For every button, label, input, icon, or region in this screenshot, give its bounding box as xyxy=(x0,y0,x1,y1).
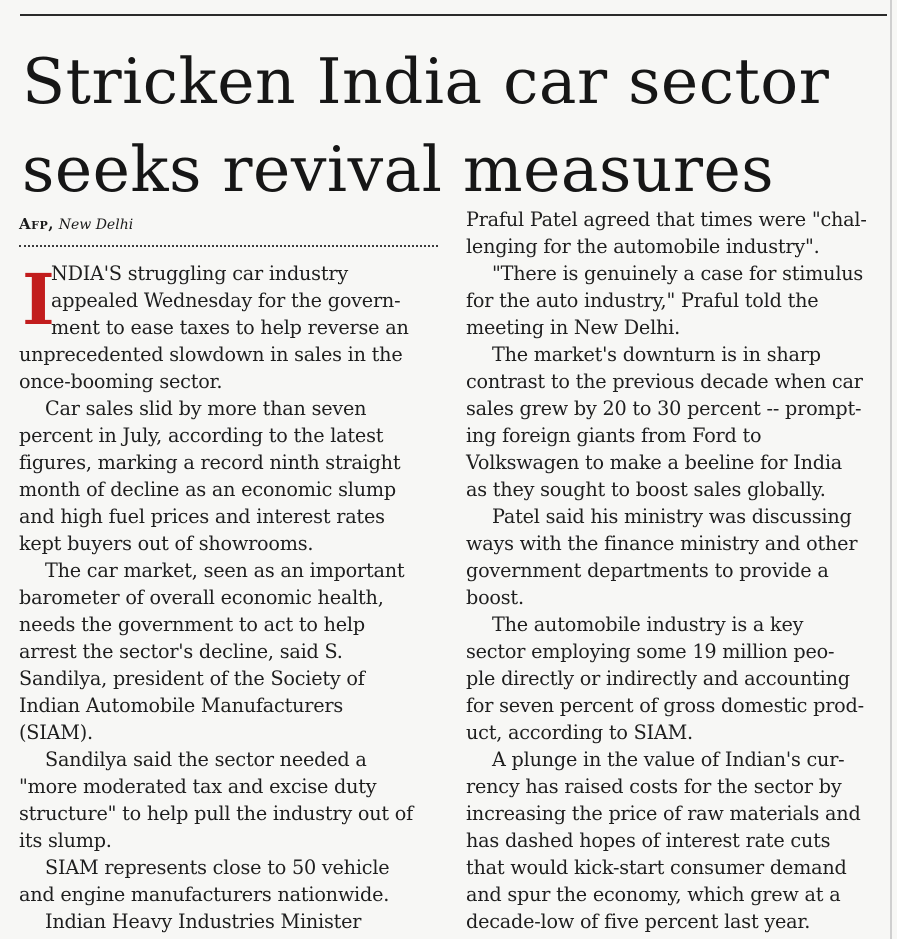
text-line: and engine manufacturers nationwide. xyxy=(19,883,390,906)
text-line: ment to ease taxes to help reverse an xyxy=(51,316,409,339)
byline-place: New Delhi xyxy=(58,217,134,233)
text-line: month of decline as an economic slump xyxy=(19,478,396,501)
text-line: as they sought to boost sales globally. xyxy=(466,478,826,501)
text-line: ple directly or indirectly and accounting xyxy=(466,667,850,690)
text-line: Praful Patel agreed that times were "chal- xyxy=(466,208,867,231)
text-line: has dashed hopes of interest rate cuts xyxy=(466,829,831,852)
headline xyxy=(22,38,892,214)
text-line: decade-low of five percent last year. xyxy=(466,910,811,933)
text-line: Car sales slid by more than seven xyxy=(45,397,367,420)
text-line: kept buyers out of showrooms. xyxy=(19,532,314,555)
headline-line: seeks revival measures xyxy=(22,133,775,206)
text-line: arrest the sector's decline, said S. xyxy=(19,640,343,663)
text-line: sales grew by 20 to 30 percent -- prompt- xyxy=(466,397,862,420)
top-rule xyxy=(20,14,887,16)
text-line: Sandilya said the sector needed a xyxy=(45,748,367,771)
text-line: increasing the price of raw materials and xyxy=(466,802,861,825)
text-line: The automobile industry is a key xyxy=(492,613,804,636)
text-line: (SIAM). xyxy=(19,721,93,744)
text-line: "There is genuinely a case for stimulus xyxy=(492,262,864,285)
text-line: for the auto industry," Praful told the xyxy=(466,289,819,312)
text-line: ways with the finance ministry and other xyxy=(466,532,858,555)
text-line: Volkswagen to make a beeline for India xyxy=(466,451,843,474)
article-column-left xyxy=(19,260,444,935)
text-line: lenging for the automobile industry". xyxy=(466,235,820,258)
text-line: Indian Heavy Industries Minister xyxy=(45,910,362,933)
text-line: The market's downturn is in sharp xyxy=(492,343,821,366)
byline-agency: Afp, xyxy=(19,215,54,233)
dotted-divider xyxy=(19,245,438,247)
article-column-right xyxy=(466,206,886,935)
text-line: that would kick-start consumer demand xyxy=(466,856,847,879)
text-line: and spur the economy, which grew at a xyxy=(466,883,841,906)
text-line: uct, according to SIAM. xyxy=(466,721,693,744)
text-line: SIAM represents close to 50 vehicle xyxy=(45,856,390,879)
text-line: sector employing some 19 million peo- xyxy=(466,640,835,663)
text-line: contrast to the previous decade when car xyxy=(466,370,863,393)
text-line: needs the government to act to help xyxy=(19,613,365,636)
text-line: Indian Automobile Manufacturers xyxy=(19,694,343,717)
text-line: for seven percent of gross domestic prod- xyxy=(466,694,864,717)
text-line: Sandilya, president of the Society of xyxy=(19,667,365,690)
text-line: Patel said his ministry was discussing xyxy=(492,505,852,528)
headline-line: Stricken India car sector xyxy=(22,45,830,118)
text-line: unprecedented slowdown in sales in the xyxy=(19,343,403,366)
text-line: NDIA'S struggling car industry xyxy=(51,262,348,285)
text-line: appealed Wednesday for the govern- xyxy=(51,289,401,312)
byline xyxy=(19,214,133,235)
text-line: ing foreign giants from Ford to xyxy=(466,424,762,447)
text-line: barometer of overall economic health, xyxy=(19,586,384,609)
text-line: government departments to provide a xyxy=(466,559,829,582)
text-line: boost. xyxy=(466,586,524,609)
text-line: figures, marking a record ninth straight xyxy=(19,451,401,474)
text-line: The car market, seen as an important xyxy=(45,559,405,582)
dropcap: I xyxy=(22,258,55,341)
text-line: rency has raised costs for the sector by xyxy=(466,775,842,798)
text-line: and high fuel prices and interest rates xyxy=(19,505,385,528)
text-line: "more moderated tax and excise duty xyxy=(19,775,377,798)
text-line: A plunge in the value of Indian's cur- xyxy=(492,748,845,771)
text-line: its slump. xyxy=(19,829,112,852)
text-line: meeting in New Delhi. xyxy=(466,316,681,339)
text-line: once-booming sector. xyxy=(19,370,223,393)
text-line: structure" to help pull the industry out of xyxy=(19,802,414,825)
text-line: percent in July, according to the latest xyxy=(19,424,384,447)
